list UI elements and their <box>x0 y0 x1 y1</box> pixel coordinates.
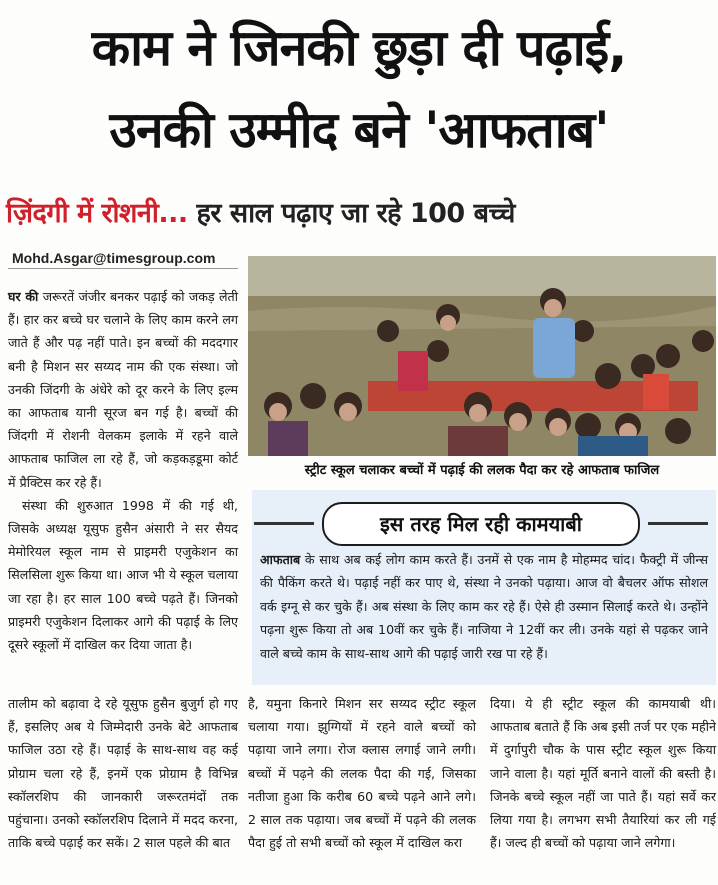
headline-line-1: काम ने जिनकी छुड़ा दी पढ़ाई, <box>91 19 627 77</box>
sidebar-box-paragraph <box>260 548 708 665</box>
headline-line-2: उनकी उम्मीद बने 'आफताब' <box>109 101 609 159</box>
subheadline-highlight: ज़िंदगी में रोशनी... <box>6 198 188 229</box>
article-column-left <box>8 285 238 656</box>
byline: Mohd.Asgar@timesgroup.com <box>12 250 216 266</box>
subheadline <box>6 194 718 234</box>
article-paragraph-1 <box>8 285 238 494</box>
photo-caption: स्ट्रीट स्कूल चलाकर बच्चों में पढ़ाई की ललक पैदा कर रहे आफताब फाजिल <box>304 463 660 478</box>
children-group-photo <box>248 256 716 456</box>
sidebar-box-lead-word: आफताब <box>260 552 301 567</box>
article-bottom-column-3: दिया। ये ही स्ट्रीट स्कूल की कामयाबी थी। आफताब बताते हैं कि अब इसी तर्ज पर एक महीने में दुर्गापुरी चौक के पास स्ट्रीट स्कूल शुरू किया जाने वाला है। यहां मूर्ति बनाने वालों की बस्ती है। जिनके बच्चे स्कूल नहीं जा पाते हैं। यहां सर्वे कर लिया गया है। लगभग सभी तैयारियां कर ली गई हैं। जल्द ही बच्चों को पढ़ाया जाने लगेगा। <box>490 696 716 851</box>
article-bottom-column-2: है, यमुना किनारे मिशन सर सय्यद स्ट्रीट स्कूल चलाया गया। झुग्गियों में रहने वाले बच्चों को पढ़ाया जाने लगा। रोज क्लास लगाई जाने लगी। बच्चों में पढ़ने की ललक पैदा की गई, जिसका नतीजा हुआ कि करीब 60 बच्चे पढ़ने आने लगे। 2 साल तक पढ़ाया। जब बच्चों में पढ़ने की ललक पैदा हुई तो सभी बच्चों को स्कूल में दाखिल करा <box>248 696 476 851</box>
article-photo <box>248 256 716 456</box>
article-lead-word: घर की <box>8 289 39 304</box>
article-paragraph-1-text: जरूरतें जंजीर बनकर पढ़ाई को जकड़ लेती हैं। हार कर बच्चे घर चलाने के लिए काम करने लग जाते हैं और पढ़ नहीं पाते। इन बच्चों की मददगार बनी है मिशन सर सय्यद नाम की एक संस्था। जो उनकी जिंदगी के अंधेरे को दूर करने के लिए इल्म का आफताब यानी सूरज बन गई है। बच्चों की जिंदगी में रोशनी वेलकम इलाके में रहने वाले आफताब फाजिल ला रहे हैं, जो कड़कड़डूमा कोर्ट में प्रैक्टिस कर रहे हैं। <box>8 289 238 490</box>
subheadline-rest: हर साल पढ़ाए जा रहे 100 बच्चे <box>187 198 515 229</box>
sidebar-box-text <box>260 548 708 665</box>
article-bottom-column-1: तालीम को बढ़ावा दे रहे यूसुफ हुसैन बुजुर्ग हो गए हैं, इसलिए अब ये जिम्मेदारी उनके बेटे आफताब फाजिल उठा रहे हैं। पढ़ाई के साथ-साथ वह कई प्रोग्राम चला रहे हैं, इनमें एक प्रोग्राम है विभिन्न स्कॉलरशिप की जानकारी जरूरतमंदों तक पहुंचाना। उनको स्कॉलरशिप दिलाने में मदद करना, ताकि बच्चे पढ़ाई कर सकें। 2 साल पहले की बात <box>8 696 238 851</box>
byline-divider <box>8 268 238 269</box>
sidebar-box-paragraph-text: के साथ अब कई लोग काम करते हैं। उनमें से एक नाम है मोहम्मद चांद। फैक्ट्री में जीन्स की पैकिंग करते थे। पढ़ाई नहीं कर पाए थे, संस्था ने उनको पढ़ाया। आज वो बैचलर ऑफ सोशल वर्क इग्नू से कर चुके हैं। अब संस्था के लिए काम कर रहे हैं। ऐसे ही उस्मान सिलाई करते थे। उन्होंने पढ़ना शुरू किया तो अब 10वीं कर चुके हैं। नाजिया ने 12वीं कर ली। उनके यहां से पढ़कर जाने वाले बच्चे काम के साथ-साथ आगे की पढ़ाई जारी रख पा रहे हैं। <box>260 552 708 661</box>
article-paragraph-2: संस्था की शुरुआत 1998 में की गई थी, जिसके अध्यक्ष यूसुफ हुसैन अंसारी ने सर सैयद मेमोरियल स्कूल नाम से प्राइमरी एजुकेशन का सिलसिला शुरू किया था। आज भी ये स्कूल चलाया जा रहा है। हर साल 100 बच्चे पढ़ते हैं। जिनको प्राइमरी एजुकेशन दिलाकर आगे की पढ़ाई के लिए दूसरे स्कूलों में दाखिल कर दिया जाता है। <box>8 497 238 653</box>
sidebar-box-title: इस तरह मिल रही कामयाबी <box>322 502 640 546</box>
